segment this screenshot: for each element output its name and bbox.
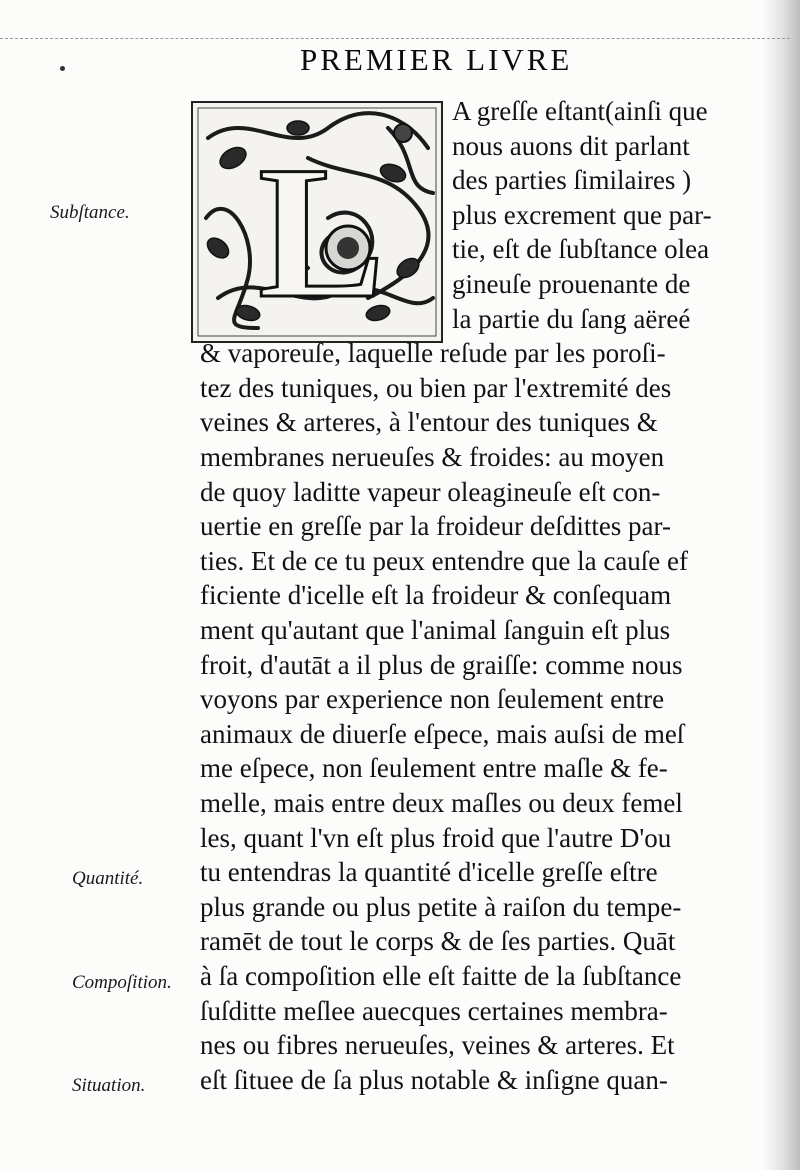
text-line: plus excrement que par- [452,199,712,230]
text-line: membranes nerueuſes & froides: au moyen [200,442,665,472]
floral-initial-icon [188,98,446,346]
text-line: voyons par experience non ſeulement entre [200,684,665,715]
text-line: de quoy laditte vapeur oleagineuſe eſt con- [200,476,661,507]
text-line: tie, eſt de ſubſtance olea [452,234,710,265]
page-edge-shadow [762,0,800,1170]
margin-note-substance: Subſtance. [50,202,130,223]
text-line: nes ou fibres nerueuſes, veines & arteres. Et [200,1030,675,1061]
ornamental-drop-cap [188,98,446,346]
text-line: melle, mais entre deux maſles ou deux femel [200,788,683,818]
margin-note-composition: Compoſition. [72,972,172,993]
text-line: tu entendras la quantité d'icelle greſſe eſtre [200,857,658,888]
text-line: ment qu'autant que l'animal ſanguin eſt plus [200,615,671,645]
text-line: nous auons dit parlant [452,130,690,161]
svg-text:L: L [258,128,385,338]
text-line: ficiente d'icelle eſt la froideur & conſequam [200,580,672,611]
top-rule [0,38,790,39]
running-head: PREMIER LIVRE [300,42,573,77]
text-line: tez des tuniques, ou bien par l'extremité des [200,372,672,403]
text-line: ſuſditte meſlee auecques certaines membra- [200,995,668,1026]
text-line: A greſſe eſtant(ainſi que [452,96,708,126]
text-line: eſt ſituee de ſa plus notable & inſigne quan- [200,1064,668,1095]
text-line: uertie en greſſe par la froideur deſdittes par- [200,511,671,542]
text-line: à ſa compoſition elle eſt faitte de la ſubſtance [200,961,682,991]
text-line: froit, d'autāt a il plus de graiſſe: comme nous [200,649,683,680]
text-line: veines & arteres, à l'entour des tuniques & [200,407,658,438]
text-line: des parties ſimilaires ) [452,165,692,196]
text-line: les, quant l'vn eſt plus froid que l'autre D'ou [200,822,672,853]
text-line: ramēt de tout le corps & de ſes parties. Quāt [200,926,676,957]
text-line: animaux de diuerſe eſpece, mais auſsi de meſ [200,718,685,749]
text-line: gineuſe prouenante de [452,269,691,299]
margin-note-situation: Situation. [72,1075,146,1096]
text-line: me eſpece, non ſeulement entre maſle & fe- [200,753,668,784]
ink-dot [60,66,65,71]
text-line: plus grande ou plus petite à raiſon du tempe- [200,891,682,922]
margin-note-quantite: Quantité. [72,868,144,889]
text-line: & vaporeuſe, laquelle reſude par les poroſi- [200,338,666,369]
text-line: la partie du ſang aëreé [452,303,691,334]
text-line: ties. Et de ce tu peux entendre que la cauſe ef [200,545,689,576]
